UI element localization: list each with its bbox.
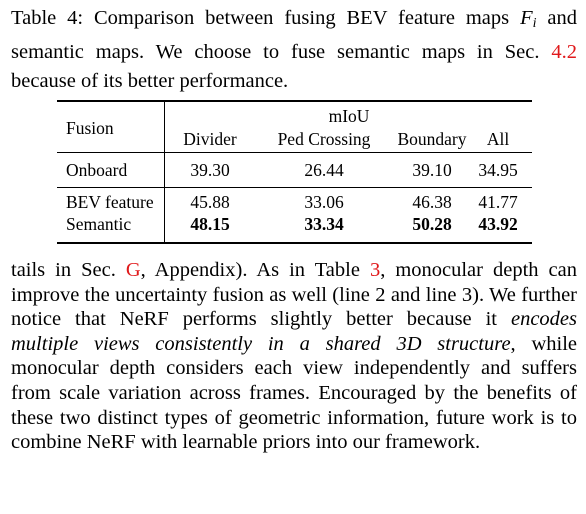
row-onboard-label: Onboard: [66, 160, 128, 180]
body-paragraph: [11, 258, 577, 455]
row-onboard-boundary: 39.10: [412, 160, 452, 180]
row-bev-feature-label: BEV feature: [66, 192, 154, 212]
body-text-2: , Appendix). As in Table: [140, 259, 370, 281]
caption-prefix: Table 4: Comparison between fusing BEV feature maps: [11, 7, 521, 29]
row-onboard-ped-crossing: 26.44: [304, 160, 344, 180]
caption-math-var: F: [520, 7, 533, 29]
row-semantic-boundary: 50.28: [412, 214, 452, 234]
table-bottom-rule: [57, 242, 532, 244]
row-onboard-all: 34.95: [478, 160, 518, 180]
body-text-3: , monocular depth can improve the uncertainty fusion as well (line 2 and line 3). We further notice that NeRF performs slightly better because it: [11, 259, 577, 331]
body-emphasis: encodes multiple views consistently in a shared 3D structure: [11, 308, 577, 355]
header-miou: mIoU: [328, 106, 370, 126]
table-ref[interactable]: 3: [369, 259, 381, 281]
table-mid-rule: [57, 187, 532, 188]
row-semantic-ped-crossing: 33.34: [304, 214, 344, 234]
table-top-rule: [57, 100, 532, 102]
body-text-1: tails in Sec.: [11, 259, 126, 281]
table-vertical-rule: [164, 100, 165, 244]
body-text-4: , while monocular depth considers each view independently and suffers from scale variation across frames. Encouraged by the benefits of these two distinct types of geometric information, future work is to combine NeRF with learnable priors into our framework.: [11, 332, 577, 454]
table-caption: [11, 4, 577, 96]
row-semantic-all: 43.92: [478, 214, 518, 234]
row-semantic-label: Semantic: [66, 214, 132, 234]
row-bev-feature-divider: 45.88: [190, 192, 230, 212]
row-bev-feature-ped-crossing: 33.06: [304, 192, 344, 212]
caption-suffix: because of its better performance.: [11, 70, 289, 92]
caption-middle: and semantic maps. We choose to fuse semantic maps in Sec.: [11, 7, 577, 63]
table-header-rule: [57, 152, 532, 153]
header-fusion: Fusion: [66, 118, 114, 138]
row-bev-feature-all: 41.77: [478, 192, 518, 212]
row-semantic-divider: 48.15: [190, 214, 230, 234]
caption-math: [520, 7, 536, 29]
comparison-table: [57, 100, 532, 244]
appendix-ref[interactable]: G: [125, 259, 141, 281]
row-onboard-divider: 39.30: [190, 160, 230, 180]
header-boundary: Boundary: [397, 129, 467, 149]
header-ped-crossing: Ped Crossing: [277, 129, 371, 149]
header-all: All: [486, 129, 510, 149]
row-bev-feature-boundary: 46.38: [412, 192, 452, 212]
caption-math-sub: i: [532, 16, 537, 31]
header-divider: Divider: [183, 129, 237, 149]
caption-section-ref[interactable]: 4.2: [551, 41, 577, 63]
